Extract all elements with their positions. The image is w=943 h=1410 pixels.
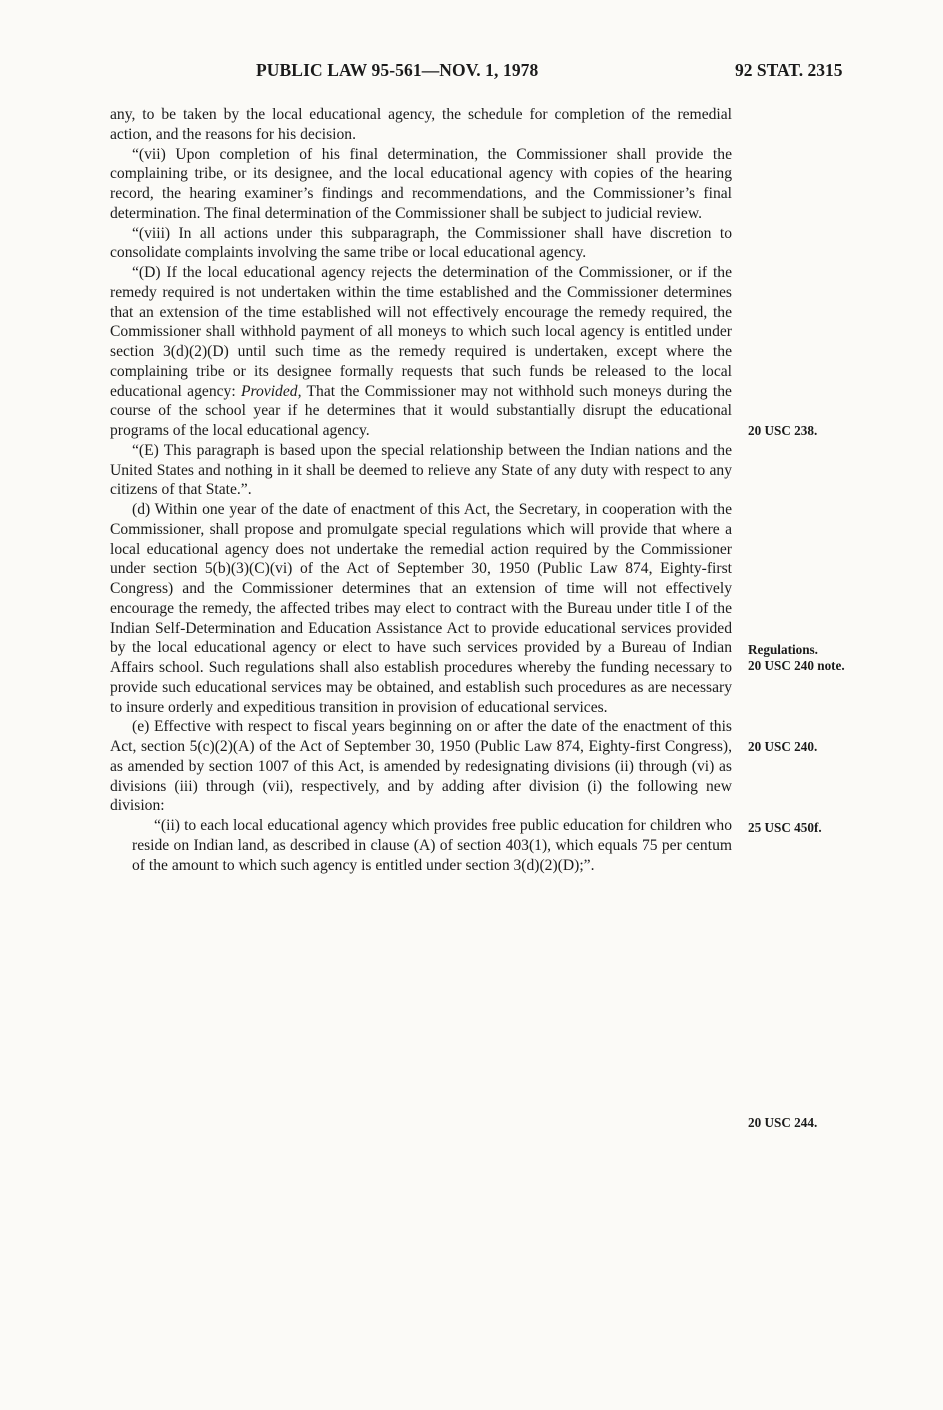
margin-note: Regulations.: [748, 642, 818, 657]
paragraph: “(E) This paragraph is based upon the special relationship between the Indian nations and the United States and nothing in it shall be deemed to relieve any State of any duty with respect to any citizens of that State.”.: [110, 441, 732, 499]
paragraph-text: “(D) If the local educational agency rejects the determination of the Commissioner, or if the remedy required is not undertaken within the time established and the Commissioner determines that an extension of the time established will not effectively encourage the remedy required, the Commissioner shall withhold payment of all moneys to which such local agency is entitled under section 3(d)(2)(D) until such time as the remedy required is undertaken, except where the complaining tribe or its designee formally requests that such funds be released to the local educational agency:: [110, 264, 732, 400]
margin-note: 20 USC 238.: [748, 423, 818, 438]
paragraph-text: That the Commissioner may not withhold such moneys during the course of the school year if he determines that it would substantially disrupt the educational programs of the local educational agency.: [110, 382, 732, 439]
margin-note: 25 USC 450f.: [748, 820, 822, 835]
paragraph: (e) Effective with respect to fiscal years beginning on or after the date of the enactment of this Act, section 5(c)(2)(A) of the Act of September 30, 1950 (Public Law 874, Eighty-first Congress), as amended by section 1007 of this Act, is amended by redesignating divisions (ii) through (vi) as divisions (iii) through (vii), respectively, and by adding after division (i) the following new division:: [110, 718, 732, 815]
margin-note: 20 USC 240 note.: [748, 658, 845, 673]
paragraph: (d) Within one year of the date of enactment of this Act, the Secretary, in cooperation with the Commissioner, shall propose and promulgate special regulations which will provide that where a local educational agency does not undertake the remedial action required by the Commissioner under section 5(b)(3)(C)(vi) of the Act of September 30, 1950 (Public Law 874, Eighty-first Congress) and the Commissioner determines that an extension of time will not effectively encourage the remedy, the affected tribes may elect to contract with the Bureau under title I of the Indian Self-Determination and Education Assistance Act to provide educational services provided by the local educational agency or elect to have such services provided by a Bureau of Indian Affairs school. Such regulations shall also establish procedures whereby the funding necessary to provide such educational services may be obtained, and establish such procedures as are necessary to insure orderly and expeditious transition in provision of educational services.: [110, 501, 732, 716]
quoted-division: “(ii) to each local educational agency which provides free public education for children who reside on Indian land, as described in clause (A) of section 403(1), which equals 75 per centum of the amount to which such agency is entitled under section 3(d)(2)(D);”.: [132, 817, 732, 874]
paragraph: “(vii) Upon completion of his final determination, the Commissioner shall provide the complaining tribe, or its designee, and the local educational agency with copies of the hearing record, the hearing examiner’s findings and recommendations, and the Commissioner’s final determination. The final determination of the Commissioner shall be subject to judicial review.: [110, 145, 732, 222]
paragraph: any, to be taken by the local educational agency, the schedule for completion of the remedial action, and the reasons for his decision.: [110, 106, 732, 143]
body-text: [110, 105, 732, 875]
margin-note: 20 USC 244.: [748, 1115, 818, 1130]
paragraph: “(viii) In all actions under this subparagraph, the Commissioner shall have discretion to consolidate complaints involving the same tribe or local educational agency.: [110, 224, 732, 262]
proviso-italic: Provided,: [240, 382, 302, 400]
margin-note: 20 USC 240.: [748, 739, 818, 754]
paragraph: [110, 263, 732, 441]
page-header-title: PUBLIC LAW 95-561—NOV. 1, 1978: [256, 60, 539, 80]
page-header-stat: 92 STAT. 2315: [735, 60, 843, 80]
